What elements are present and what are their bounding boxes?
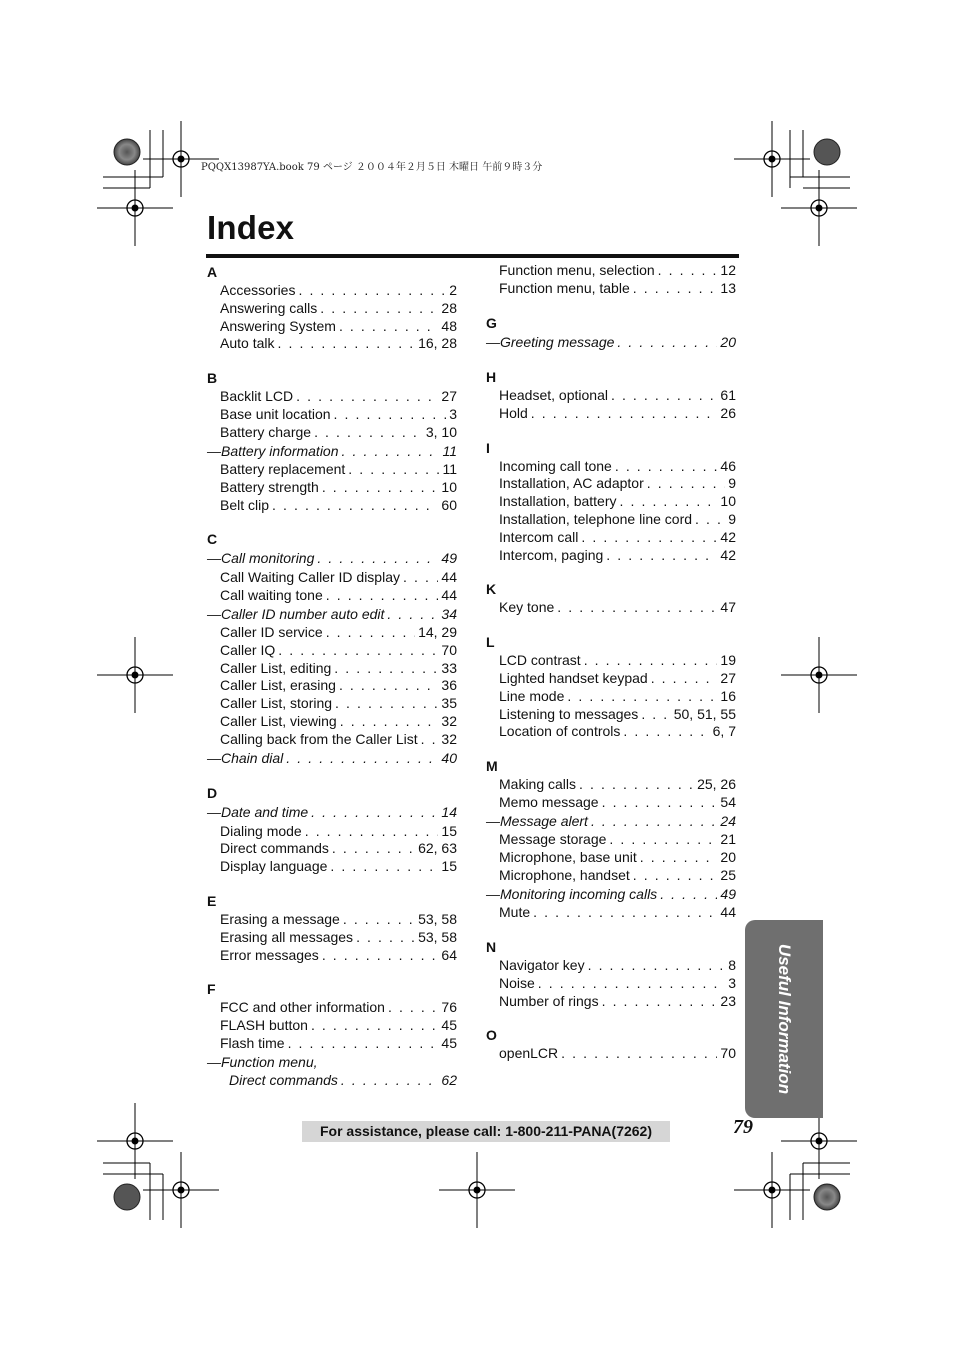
index-entry-name: Line mode [499,687,565,704]
dot-leader [334,660,438,678]
index-entry [207,587,457,605]
index-entry [486,387,736,405]
index-entry [486,493,736,511]
index-entry-pages[interactable]: 9 [728,475,736,492]
dot-leader [533,904,717,922]
index-entry-name: Auto talk [220,335,275,352]
index-entry-pages[interactable]: 6, 7 [712,723,736,740]
index-entry-pages[interactable]: 53, 58 [418,928,457,945]
index-entry-name: Incoming call tone [499,457,612,474]
index-entry-name: LCD contrast [499,652,581,669]
index-entry-name: Hold [499,404,528,421]
index-entry [207,1072,457,1090]
index-entry-pages[interactable]: 45 [441,1035,457,1052]
index-entry-pages[interactable]: 19 [720,652,736,669]
index-entry [207,624,457,642]
index-entry-pages[interactable]: 14, 29 [418,624,457,641]
index-group [486,579,736,617]
index-entry-name: Base unit location [220,405,331,422]
dot-leader [602,993,718,1011]
index-entry-pages[interactable]: 10 [441,478,457,495]
index-entry-name: Caller List, viewing [220,713,337,730]
index-entry-name: Intercom call [499,528,579,545]
index-entry-pages[interactable]: 49 [441,550,457,567]
index-entry-name: Function menu, table [499,279,630,296]
dot-leader [633,280,718,298]
index-entry [486,975,736,993]
index-group [207,783,457,876]
dot-leader [277,335,415,353]
index-entry [486,280,736,298]
index-entry [486,776,736,794]
index-entry [207,999,457,1017]
index-entry-name: Navigator key [499,957,585,974]
index-entry-name: Making calls [499,776,577,793]
index-entry-pages[interactable]: 49 [720,885,736,902]
index-entry-pages[interactable]: 53, 58 [418,911,457,928]
dot-leader [602,794,718,812]
dot-leader [288,1035,439,1053]
dot-leader [584,652,718,670]
index-entry-name: openLCR [499,1045,559,1062]
index-entry-pages[interactable]: 14 [441,804,457,821]
index-entry-pages[interactable]: 50, 51, 55 [673,705,736,722]
index-group [486,937,736,1010]
dot-leader [320,300,438,318]
index-entry-name: —Greeting message [486,333,615,350]
index-entry-name: Direct commands [220,840,329,857]
index-letter-heading: E [207,893,217,910]
index-entry-name: Number of rings [499,992,599,1009]
dot-leader [647,475,725,493]
index-entry-pages[interactable]: 26 [720,404,736,421]
index-entry-pages[interactable]: 45 [441,1017,457,1034]
index-entry [207,1053,457,1073]
print-file-info: PQQX13987YA.book 79 ページ ２００４年２月５日 木曜日 午前９時３分 [201,162,543,173]
index-entry [207,660,457,678]
index-entry-name: —Caller ID number auto edit [207,605,385,622]
index-entry-pages[interactable]: 2 [449,282,457,298]
index-entry-name: Installation, AC adaptor [499,475,644,492]
dot-leader [330,858,438,876]
index-entry-name: Memo message [499,794,599,811]
dot-leader [651,670,718,688]
index-entry [207,642,457,660]
dot-leader [314,424,423,442]
dot-leader [348,461,439,479]
index-entry [207,461,457,479]
index-letter-heading: A [207,264,218,280]
index-group [207,891,457,964]
dot-leader [633,867,718,885]
dot-leader [531,405,718,423]
index-entry-pages[interactable]: 10 [720,493,736,510]
index-entry-pages[interactable]: 61 [720,387,736,404]
assistance-footer: For assistance, please call: 1-800-211-PANA(7262) [302,1121,670,1142]
index-entry [207,388,457,406]
index-entry-name: —Function menu, [207,1053,318,1070]
index-entry [207,911,457,929]
index-letter-heading: O [486,1027,497,1044]
dot-leader [561,1045,717,1063]
dot-leader [387,605,438,625]
index-column-right [486,262,736,1063]
index-letter-heading: F [207,981,216,998]
index-entry-name: Calling back from the Caller List [220,730,418,747]
dot-leader [567,688,717,706]
index-entry [207,424,457,442]
index-entry [207,282,457,300]
index-group [486,756,736,922]
dot-leader [403,569,438,587]
dot-leader [332,840,415,858]
index-entry-pages[interactable]: 15 [441,858,457,875]
dot-leader [339,677,438,695]
dot-leader [538,975,725,993]
index-entry [486,599,736,617]
dot-leader [695,511,725,529]
index-entry-name: —Date and time [207,804,309,821]
dot-leader [311,803,438,823]
index-entry-name: Answering calls [220,299,318,316]
index-letter-heading: I [486,439,490,456]
index-letter-heading: L [486,634,495,651]
index-entry-pages[interactable]: 47 [720,599,736,616]
dot-leader [660,885,717,905]
index-entry [486,529,736,547]
dot-leader [588,957,726,975]
index-letter-heading: N [486,939,497,956]
index-entry-pages[interactable]: 32 [441,713,457,730]
dot-leader [278,642,438,660]
dot-leader [623,723,709,741]
index-entry-pages[interactable]: 24 [720,812,736,829]
index-entry [207,479,457,497]
index-entry [486,511,736,529]
index-entry-name: Mute [499,904,531,921]
index-entry [486,475,736,493]
index-entry-name: Installation, battery [499,493,617,510]
index-entry [207,1017,457,1035]
dot-leader [305,823,439,841]
index-entry [486,794,736,812]
index-letter-heading: M [486,758,498,775]
index-entry-pages[interactable]: 12 [720,262,736,278]
index-entry-name: —Battery information [207,442,339,459]
index-entry-name: Belt clip [220,496,270,513]
index-entry-name: Flash time [220,1035,285,1052]
index-entry-pages[interactable]: 33 [441,659,457,676]
page-title: Index [207,209,295,246]
index-entry-name: Noise [499,974,535,991]
dot-leader [609,831,717,849]
index-entry-pages[interactable]: 15 [441,822,457,839]
index-entry-name: Accessories [220,282,296,298]
dot-leader [641,706,670,724]
title-rule [206,254,739,258]
index-entry-pages[interactable]: 60 [441,496,457,513]
index-entry-pages[interactable]: 27 [720,670,736,687]
index-entry-pages[interactable]: 70 [441,641,457,658]
index-entry [207,803,457,823]
dot-leader [341,1072,439,1090]
dot-leader [340,713,439,731]
index-entry [207,1035,457,1053]
index-entry [486,670,736,688]
index-entry-name: Answering System [220,317,336,334]
index-entry-name: Function menu, selection [499,262,655,278]
index-letter-heading: H [486,369,497,386]
index-entry [207,549,457,569]
index-entry-pages[interactable]: 25 [720,866,736,883]
index-entry-name: Microphone, base unit [499,849,637,866]
index-entry-name: —Chain dial [207,749,284,766]
index-entry-pages[interactable]: 44 [441,568,457,585]
dot-leader [658,262,718,280]
index-entry-pages[interactable]: 16, 28 [418,335,457,352]
index-entry [486,688,736,706]
index-entry-name: Message storage [499,831,607,848]
index-letter-heading: C [207,531,218,548]
index-group [486,438,736,565]
dot-leader [343,911,415,929]
index-entry-pages[interactable]: 46 [720,457,736,474]
index-entry-pages[interactable]: 3, 10 [425,423,457,440]
dot-leader [388,999,438,1017]
dot-leader [326,624,415,642]
index-letter-heading: K [486,581,497,598]
index-entry-name: Intercom, paging [499,546,604,563]
index-entry-pages[interactable]: 20 [720,849,736,866]
index-group [486,632,736,741]
index-entry-pages[interactable]: 20 [720,333,736,350]
dot-leader [298,282,446,300]
dot-leader [421,731,439,749]
index-entry [207,442,457,462]
dot-leader [579,776,694,794]
index-entry-pages[interactable]: 48 [441,317,457,334]
dot-leader [591,812,717,832]
index-entry [207,406,457,424]
dot-leader [286,749,438,769]
dot-leader [272,497,438,515]
index-entry-name: Erasing a message [220,911,340,928]
index-entry-name: Caller ID service [220,624,323,641]
index-entry [486,547,736,565]
dot-leader [342,442,440,462]
index-entry-name: Caller List, editing [220,659,332,676]
index-entry-name: Caller IQ [220,641,276,658]
index-entry-name: Call Waiting Caller ID display [220,568,400,585]
index-entry-name: Dialing mode [220,822,302,839]
index-entry-name: Backlit LCD [220,388,294,405]
index-entry-name: Location of controls [499,723,621,740]
index-entry-pages[interactable]: 76 [441,999,457,1016]
index-entry-name: Erasing all messages [220,928,354,945]
index-entry [207,695,457,713]
index-entry-pages[interactable]: 70 [720,1045,736,1062]
index-entry-name: Battery strength [220,478,319,495]
index-entry-name: Call waiting tone [220,586,323,603]
index-entry-name: Battery replacement [220,461,346,478]
index-entry [207,947,457,965]
index-entry [207,300,457,318]
index-group [207,368,457,514]
index-entry-pages[interactable]: 62, 63 [418,840,457,857]
index-group [486,367,736,423]
dot-leader [606,547,717,565]
index-entry-name: Direct commands [229,1072,338,1089]
index-entry [207,749,457,769]
index-group [207,979,457,1090]
index-entry-pages[interactable]: 23 [720,992,736,1009]
index-entry-pages[interactable]: 40 [441,749,457,766]
index-column-left [207,262,457,1090]
index-entry-pages[interactable]: 11 [442,442,457,459]
index-letter-heading: B [207,370,218,387]
index-entry-pages[interactable]: 3 [728,974,736,991]
index-entry-pages[interactable]: 11 [442,461,457,478]
index-entry [207,929,457,947]
index-entry-name: Listening to messages [499,705,639,722]
index-entry-pages[interactable]: 42 [720,546,736,563]
index-entry-pages[interactable]: 44 [441,586,457,603]
index-entry-pages[interactable]: 54 [720,794,736,811]
section-tab[interactable] [745,920,823,1118]
index-entry-pages[interactable]: 42 [720,528,736,545]
dot-leader [322,479,439,497]
index-entry [486,904,736,922]
index-entry-pages[interactable]: 3 [449,405,457,422]
index-entry-pages[interactable]: 27 [441,388,457,405]
index-entry-name: FCC and other information [220,999,385,1016]
dot-leader [640,849,718,867]
index-entry-pages[interactable]: 16 [720,687,736,704]
index-entry-pages[interactable]: 34 [441,605,457,622]
page-number: 79 [733,1116,753,1138]
index-entry [207,497,457,515]
index-entry [207,840,457,858]
index-entry-name: Battery charge [220,423,312,440]
dot-leader [317,549,438,569]
index-entry-pages[interactable]: 25, 26 [697,776,736,793]
dot-leader [356,929,415,947]
index-entry [486,993,736,1011]
index-entry-pages[interactable]: 28 [441,299,457,316]
dot-leader [334,406,447,424]
index-entry [207,569,457,587]
index-entry-name: Headset, optional [499,387,608,404]
index-entry-name: FLASH button [220,1017,308,1034]
index-entry [486,652,736,670]
index-entry [486,706,736,724]
dot-leader [335,695,438,713]
index-entry [486,458,736,476]
index-entry-pages[interactable]: 8 [728,957,736,974]
index-entry-name: Display language [220,858,328,875]
index-entry [207,858,457,876]
index-entry [207,605,457,625]
index-entry-pages[interactable]: 64 [441,946,457,963]
index-entry-pages[interactable]: 32 [441,730,457,747]
index-entry [486,867,736,885]
dot-leader [615,458,718,476]
index-entry-name: Installation, telephone line cord [499,511,693,528]
dot-leader [557,599,717,617]
index-entry-pages[interactable]: 13 [720,279,736,296]
index-group [207,529,457,768]
index-entry-pages[interactable]: 44 [720,904,736,921]
index-entry [207,713,457,731]
index-entry-name: Lighted handset keypad [499,670,648,687]
index-entry [486,723,736,741]
index-group [207,262,457,353]
index-entry [486,849,736,867]
index-entry [207,677,457,695]
index-entry [486,262,736,280]
index-entry-name: Error messages [220,946,319,963]
dot-leader [617,333,717,353]
index-entry [486,1045,736,1063]
index-entry [207,823,457,841]
index-entry-pages[interactable]: 35 [441,695,457,712]
index-entry-name: Caller List, erasing [220,677,336,694]
index-entry [486,885,736,905]
index-entry [486,333,736,353]
index-entry-pages[interactable]: 9 [728,511,736,528]
index-group [486,1025,736,1063]
index-group [486,262,736,298]
index-entry [207,318,457,336]
index-entry-name: —Monitoring incoming calls [486,885,658,902]
index-entry-name: Key tone [499,599,555,616]
index-entry-name: —Message alert [486,812,588,829]
dot-leader [326,587,439,605]
dot-leader [611,387,717,405]
dot-leader [339,318,438,336]
index-entry-pages[interactable]: 21 [720,831,736,848]
index-letter-heading: D [207,785,218,802]
dot-leader [322,947,439,965]
dot-leader [296,388,438,406]
dot-leader [311,1017,438,1035]
index-entry-pages[interactable]: 36 [441,677,457,694]
dot-leader [581,529,717,547]
index-entry-name: Caller List, storing [220,695,333,712]
index-entry-name: —Call monitoring [207,550,315,567]
index-entry [207,731,457,749]
index-entry [486,957,736,975]
index-entry [486,831,736,849]
index-letter-heading: G [486,314,497,331]
index-group [486,313,736,353]
index-entry [486,812,736,832]
index-entry-name: Microphone, handset [499,866,630,883]
index-entry [486,405,736,423]
dot-leader [620,493,718,511]
section-tab-label: Useful Information [775,943,795,1095]
index-entry [207,335,457,353]
index-entry-pages[interactable]: 62 [441,1072,457,1089]
